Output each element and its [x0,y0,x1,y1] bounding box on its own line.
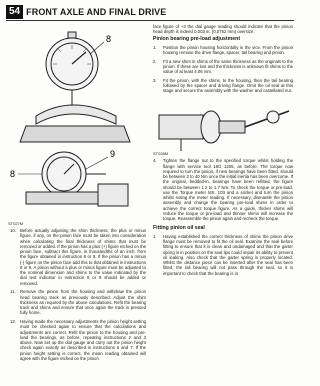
callout-8-lower: 8 [10,169,16,179]
callout-9: 9 [110,149,116,159]
step-text: Having established the correct thickness of shims the pinion drive flange must be removed to fit the oil seal. Examine the seal before fitting to ensure that it is clean and undamaged and that the garter spring is in position on the seal lips could impair its ability to prevent oil leaking. Also check that the garter spring is properly located. Whilst the distance piece can be inserted after the seal has been fitted, the tail bearing will not pass through the seal, so it is important to check that the bearing is in [163,233,293,276]
step-11 [10,289,146,315]
step-text: Having made the necessary adjustments the pinion height setting must be checked again to ensure that the calculations and adjustments are correct. Refit the pinion to the housing and pre-load the bearings, as before, repeating instructions 2 and 3 above. Now set up the dial gauge and carry out the pinion height check again exactly as described in instructions 6 and 7. If the pinion height setting is correct, the mean reading obtained will agree with the figure etched on the pinion [20,319,146,361]
left-column-text [10,228,146,365]
torque-meter-illustration [153,97,293,155]
step-number: 11. [10,289,16,295]
step-text: Position the pinion housing horizontally in the vice. From the pinion housing remove the drive flange, spacer, tail bearing and pinion. [163,44,293,55]
dial-gauge-illustration [6,24,146,219]
step-12 [10,319,146,361]
section-heading-preload: Pinion bearing pre-load adjustment [153,35,241,42]
preload-step-3 [153,78,293,94]
step-number: 1. [153,233,157,239]
section-heading-oilseal: Fitting pinion oil seal [153,224,205,231]
step-number: 4. [153,158,157,164]
right-column [153,24,293,279]
continued-text: face figure of +3 the dial gauge reading should indicate that the pinion head depth is indeed 0.003 in. (0.0762 mm) oversize. [153,24,293,35]
step-text: Tighten the flange nut to the specified torque whilst holding the flange with service tool 18G 1205, as before. The torque now required to turn the pinion, if new bearings have been fitted, should be between 2 to 40 Nm once the initial inertia has been overcome. If the original, bedded-in, bearings have been refitted, the figure should be between 1.2 to 1.7 Nm. To check the torque or pre-load, use the Torque meter MS. 103 and a socket and turn the pinion whilst noting the meter reading. If necessary, dismantle the pinion assembly and change the bearing pre-load shims in order to achieve the correct torque figure. As a guide, thicker shims will reduce the torque or pre-load and thinner shims will increase the torque. Reassemble the pinion again and recheck the torque. [163,158,293,221]
chapter-number: 54 [6,5,23,19]
figure-code-left: ST027M [8,221,24,226]
callout-8-top: 8 [106,34,112,44]
step-number: 12. [10,319,16,324]
preload-step-4 [153,158,293,221]
step-text: Fit the pinion, with the shims, to the housing, then the tail bearing followed by the spacer and driving flange. Omit the oil seal at this stage and secure the assembly with the washer and castellated nut. [163,77,293,94]
preload-step-2 [153,59,293,75]
step-text: Fit a new shim in shims of the same thickness as the originals to the pinion. If these are lost and the thickness is unknown fit shims to the value of at least 4.06 mm. [163,58,293,74]
figure-code-right: ST028M [153,151,169,156]
chapter-title: FRONT AXLE AND FINAL DRIVE [26,7,167,17]
step-number: 1. [153,44,157,50]
header-rule [6,20,294,21]
step-10 [10,228,146,286]
step-number: 3. [153,77,157,83]
preload-step-1 [153,45,293,56]
step-number: 10. [10,228,16,233]
step-text: Before actually adjusting the shim thickness, the plus or minus figure, if any, on the pinion face must be taken into consideration when calculating the final thickness of shims that must be removed or added. If the pinion has a plus (+) figure etched on the pinion face, subtract this figure, in thousandths of an inch, from the figure obtained in instruction 8 or 9. If the pinion has a minus (-) figure on the pinion face add this to that obtained in instructions 8 or 9. A pinion without a plus or minus figure must be adjusted to the nominal dimension and shims to the value indicated by the dial test indicator in instruction 8 or 9 should be added or removed. [20,228,147,286]
oilseal-step-1 [153,234,293,276]
page-header [6,5,166,19]
step-text: Remove the pinion from the housing and withdraw the pinion head bearing track as previously described. Adjust the shim thickness as required by the above calculations. Refit the bearing track and shims and ensure that once again the track is pressed fully home. [20,289,146,316]
step-number: 2. [153,58,157,64]
